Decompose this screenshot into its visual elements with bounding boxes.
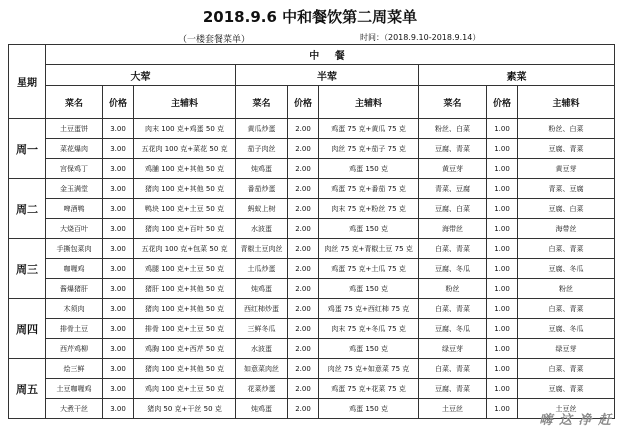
half-meat-price: 2.00 [288, 319, 319, 339]
veg-dish: 海带丝 [419, 219, 487, 239]
meat-price: 3.00 [103, 139, 134, 159]
lunch-header: 中 餐 [46, 45, 615, 65]
veg-price: 1.00 [487, 399, 518, 419]
half-meat-ingredients: 鸡蛋 75 克+土瓜 75 克 [319, 259, 419, 279]
veg-ingredients: 白菜、青菜 [518, 359, 615, 379]
meat-ingredients: 排骨 100 克+土豆 50 克 [134, 319, 236, 339]
meat-ingredients: 肉末 100 克+鸡蛋 50 克 [134, 119, 236, 139]
veg-price: 1.00 [487, 119, 518, 139]
veg-ingredients: 白菜、青菜 [518, 239, 615, 259]
half-meat-price: 2.00 [288, 239, 319, 259]
veg-dish: 豆腐、冬瓜 [419, 319, 487, 339]
meat-price: 3.00 [103, 239, 134, 259]
half-meat-ingredients: 鸡蛋 75 克+番茄 75 克 [319, 179, 419, 199]
half-meat-dish: 炖鸡蛋 [236, 279, 288, 299]
meat-ingredients: 猪肉 100 克+其他 50 克 [134, 359, 236, 379]
weekday-cell: 周三 [9, 239, 46, 299]
meat-dish: 土豆咖喱鸡 [46, 379, 103, 399]
table-row [9, 139, 615, 159]
meat-ingredients: 鸭块 100 克+土豆 50 克 [134, 199, 236, 219]
veg-price: 1.00 [487, 379, 518, 399]
half-meat-price: 2.00 [288, 279, 319, 299]
category-veg-header: 素菜 [419, 65, 615, 86]
half-meat-dish: 三鲜冬瓜 [236, 319, 288, 339]
veg-price: 1.00 [487, 279, 518, 299]
table-row [9, 179, 615, 199]
half-meat-dish: 如意菜肉丝 [236, 359, 288, 379]
ingredients-header: 主辅料 [319, 86, 419, 119]
veg-dish: 绿豆芽 [419, 339, 487, 359]
table-row [9, 319, 615, 339]
veg-dish: 豆腐、青菜 [419, 379, 487, 399]
half-meat-ingredients: 鸡蛋 75 克+黄瓜 75 克 [319, 119, 419, 139]
meat-ingredients: 鸡胸 100 克+西芹 50 克 [134, 339, 236, 359]
veg-price: 1.00 [487, 179, 518, 199]
meat-ingredients: 猪肝 100 克+其他 50 克 [134, 279, 236, 299]
veg-ingredients: 豆腐、冬瓜 [518, 319, 615, 339]
meat-ingredients: 鸡腿 100 克+土豆 50 克 [134, 259, 236, 279]
meat-ingredients: 猪肉 50 克+干丝 50 克 [134, 399, 236, 419]
meat-price: 3.00 [103, 399, 134, 419]
category-half-meat-header: 半荤 [236, 65, 419, 86]
table-row [9, 279, 615, 299]
meat-price: 3.00 [103, 259, 134, 279]
veg-ingredients: 豆腐、青菜 [518, 379, 615, 399]
price-header: 价格 [103, 86, 134, 119]
ingredients-header: 主辅料 [518, 86, 615, 119]
price-header: 价格 [487, 86, 518, 119]
half-meat-dish: 水波蛋 [236, 219, 288, 239]
table-row [9, 119, 615, 139]
half-meat-ingredients: 鸡蛋 150 克 [319, 399, 419, 419]
half-meat-ingredients: 肉末 75 克+冬瓜 75 克 [319, 319, 419, 339]
veg-price: 1.00 [487, 339, 518, 359]
half-meat-price: 2.00 [288, 219, 319, 239]
half-meat-dish: 蚂蚁上树 [236, 199, 288, 219]
veg-price: 1.00 [487, 139, 518, 159]
meat-price: 3.00 [103, 119, 134, 139]
table-row [9, 199, 615, 219]
veg-ingredients: 粉丝 [518, 279, 615, 299]
half-meat-ingredients: 鸡蛋 75 克+花菜 75 克 [319, 379, 419, 399]
veg-ingredients: 海带丝 [518, 219, 615, 239]
half-meat-price: 2.00 [288, 199, 319, 219]
meat-ingredients: 鸡肉 100 克+土豆 50 克 [134, 379, 236, 399]
half-meat-price: 2.00 [288, 359, 319, 379]
half-meat-ingredients: 鸡蛋 75 克+西红柿 75 克 [319, 299, 419, 319]
veg-price: 1.00 [487, 239, 518, 259]
half-meat-ingredients: 鸡蛋 150 克 [319, 159, 419, 179]
meat-price: 3.00 [103, 339, 134, 359]
meat-dish: 宫保鸡丁 [46, 159, 103, 179]
dish-header: 菜名 [236, 86, 288, 119]
veg-dish: 粉丝 [419, 279, 487, 299]
half-meat-price: 2.00 [288, 299, 319, 319]
table-row [9, 219, 615, 239]
half-meat-ingredients: 肉丝 75 克+青椒土豆 75 克 [319, 239, 419, 259]
meat-dish: 排骨土豆 [46, 319, 103, 339]
half-meat-price: 2.00 [288, 159, 319, 179]
category-meat-header: 大荤 [46, 65, 236, 86]
table-row [9, 399, 615, 419]
half-meat-dish: 青椒土豆肉丝 [236, 239, 288, 259]
half-meat-price: 2.00 [288, 339, 319, 359]
half-meat-dish: 番茄炒蛋 [236, 179, 288, 199]
veg-price: 1.00 [487, 159, 518, 179]
menu-table [8, 44, 615, 419]
half-meat-ingredients: 鸡蛋 150 克 [319, 219, 419, 239]
half-meat-dish: 土瓜炒蛋 [236, 259, 288, 279]
table-row [9, 359, 615, 379]
price-header: 价格 [288, 86, 319, 119]
veg-price: 1.00 [487, 199, 518, 219]
table-row [9, 239, 615, 259]
meat-dish: 手撕包菜肉 [46, 239, 103, 259]
veg-price: 1.00 [487, 299, 518, 319]
half-meat-dish: 炖鸡蛋 [236, 159, 288, 179]
veg-dish: 粉丝、白菜 [419, 119, 487, 139]
ingredients-header: 主辅料 [134, 86, 236, 119]
veg-dish: 豆腐、青菜 [419, 139, 487, 159]
meat-dish: 土豆蛋饼 [46, 119, 103, 139]
half-meat-dish: 黄瓜炒蛋 [236, 119, 288, 139]
half-meat-dish: 水波蛋 [236, 339, 288, 359]
meat-ingredients: 猪肉 100 克+百叶 50 克 [134, 219, 236, 239]
veg-ingredients: 土豆丝 [518, 399, 615, 419]
veg-price: 1.00 [487, 319, 518, 339]
half-meat-dish: 花菜炒蛋 [236, 379, 288, 399]
half-meat-ingredients: 肉末 75 克+粉丝 75 克 [319, 199, 419, 219]
veg-price: 1.00 [487, 359, 518, 379]
half-meat-ingredients: 鸡蛋 150 克 [319, 339, 419, 359]
meat-ingredients: 鸡脯 100 克+其他 50 克 [134, 159, 236, 179]
veg-dish: 豆腐、冬瓜 [419, 259, 487, 279]
meat-dish: 菜花爆肉 [46, 139, 103, 159]
meat-dish: 酱爆猪肝 [46, 279, 103, 299]
veg-ingredients: 黄豆芽 [518, 159, 615, 179]
watermark: 嗨 这 净 赶 [539, 413, 612, 428]
meat-dish: 金玉满堂 [46, 179, 103, 199]
veg-dish: 青菜、豆腐 [419, 179, 487, 199]
meat-ingredients: 五花肉 100 克+菜花 50 克 [134, 139, 236, 159]
meat-dish: 咖喱鸡 [46, 259, 103, 279]
meat-dish: 啤酒鸭 [46, 199, 103, 219]
date-range: 时间：（2018.9.10-2018.9.14） [360, 33, 481, 42]
veg-dish: 豆腐、白菜 [419, 199, 487, 219]
meat-dish: 烩三鲜 [46, 359, 103, 379]
meat-price: 3.00 [103, 379, 134, 399]
meat-dish: 大煮干丝 [46, 399, 103, 419]
half-meat-dish: 炖鸡蛋 [236, 399, 288, 419]
meat-price: 3.00 [103, 219, 134, 239]
veg-dish: 黄豆芽 [419, 159, 487, 179]
half-meat-ingredients: 肉丝 75 克+如意菜 75 克 [319, 359, 419, 379]
table-row [9, 259, 615, 279]
weekday-cell: 周二 [9, 179, 46, 239]
veg-ingredients: 青菜、豆腐 [518, 179, 615, 199]
weekday-cell: 周一 [9, 119, 46, 179]
meat-dish: 西芹鸡柳 [46, 339, 103, 359]
veg-ingredients: 豆腐、冬瓜 [518, 259, 615, 279]
weekday-cell: 周五 [9, 359, 46, 419]
table-row [9, 299, 615, 319]
veg-ingredients: 绿豆芽 [518, 339, 615, 359]
weekday-cell: 周四 [9, 299, 46, 359]
half-meat-price: 2.00 [288, 179, 319, 199]
meat-ingredients: 五花肉 100 克+包菜 50 克 [134, 239, 236, 259]
table-row [9, 159, 615, 179]
meat-price: 3.00 [103, 299, 134, 319]
menu-subtitle: （一楼套餐菜单） [178, 35, 251, 45]
meat-price: 3.00 [103, 279, 134, 299]
dish-header: 菜名 [419, 86, 487, 119]
meat-price: 3.00 [103, 319, 134, 339]
table-row [9, 379, 615, 399]
meat-dish: 木须肉 [46, 299, 103, 319]
half-meat-price: 2.00 [288, 399, 319, 419]
veg-ingredients: 豆腐、白菜 [518, 199, 615, 219]
veg-dish: 白菜、青菜 [419, 299, 487, 319]
veg-price: 1.00 [487, 219, 518, 239]
veg-dish: 白菜、青菜 [419, 359, 487, 379]
meat-price: 3.00 [103, 179, 134, 199]
veg-price: 1.00 [487, 259, 518, 279]
half-meat-dish: 西红柿炒蛋 [236, 299, 288, 319]
veg-ingredients: 粉丝、白菜 [518, 119, 615, 139]
meat-price: 3.00 [103, 199, 134, 219]
half-meat-price: 2.00 [288, 379, 319, 399]
table-row [9, 339, 615, 359]
meat-ingredients: 猪肉 100 克+其他 50 克 [134, 299, 236, 319]
page-title: 2018.9.6 中和餐饮第二周菜单 [202, 8, 418, 26]
half-meat-price: 2.00 [288, 259, 319, 279]
dish-header: 菜名 [46, 86, 103, 119]
meat-price: 3.00 [103, 159, 134, 179]
half-meat-ingredients: 鸡蛋 150 克 [319, 279, 419, 299]
meat-price: 3.00 [103, 359, 134, 379]
veg-ingredients: 豆腐、青菜 [518, 139, 615, 159]
meat-ingredients: 猪肉 100 克+其他 50 克 [134, 179, 236, 199]
veg-dish: 土豆丝 [419, 399, 487, 419]
veg-dish: 白菜、青菜 [419, 239, 487, 259]
half-meat-price: 2.00 [288, 119, 319, 139]
veg-ingredients: 白菜、青菜 [518, 299, 615, 319]
half-meat-price: 2.00 [288, 139, 319, 159]
half-meat-ingredients: 肉丝 75 克+茄子 75 克 [319, 139, 419, 159]
weekday-header: 星期 [9, 45, 46, 119]
meat-dish: 大烧百叶 [46, 219, 103, 239]
half-meat-dish: 茄子肉丝 [236, 139, 288, 159]
